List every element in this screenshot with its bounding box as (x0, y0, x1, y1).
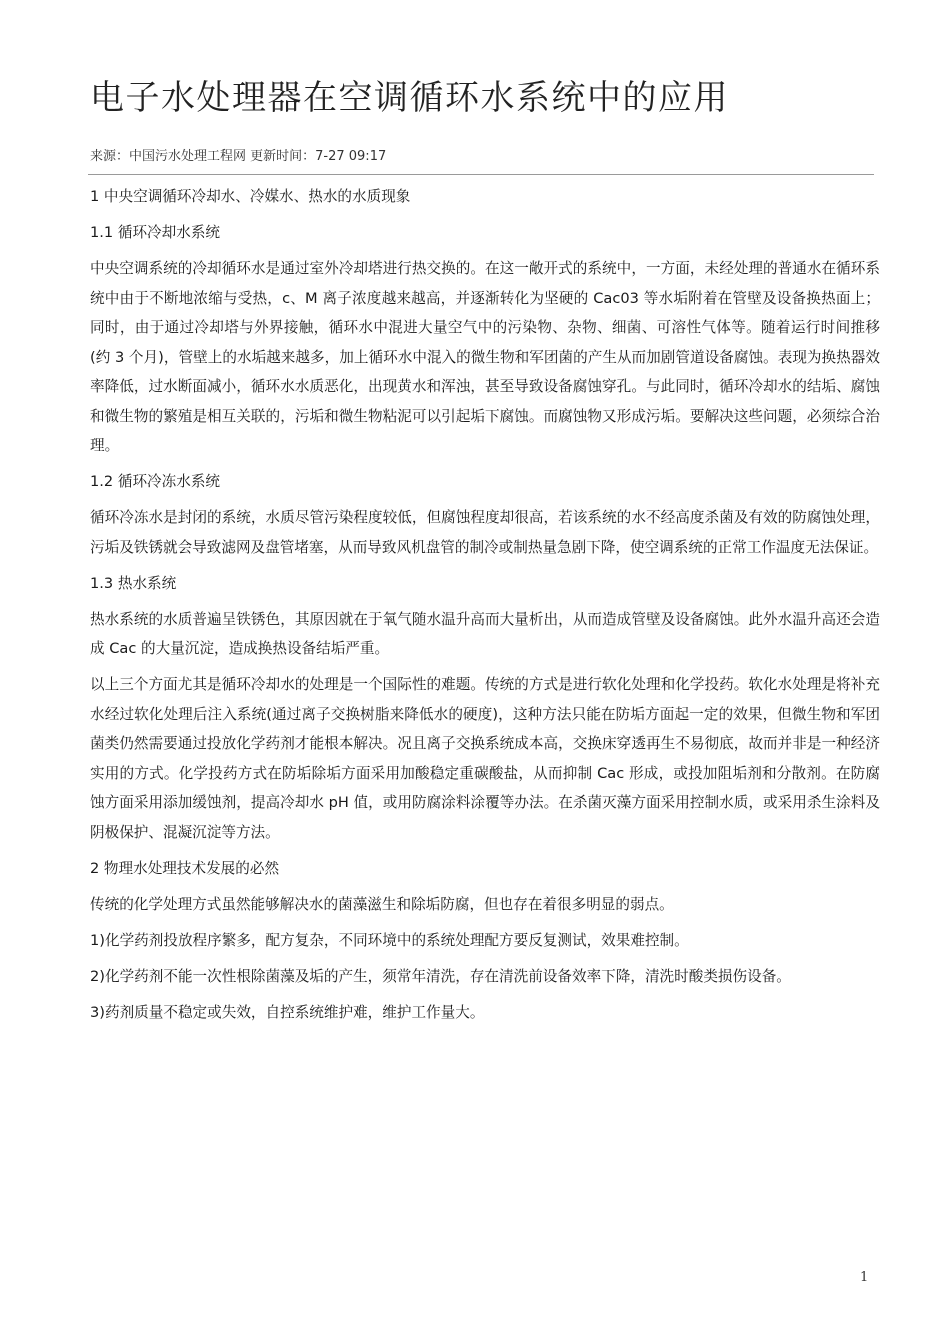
section-heading-2: 2 物理水处理技术发展的必然 (90, 859, 280, 877)
paragraph-cooling-water: 中央空调系统的冷却循环水是通过室外冷却塔进行热交换的。在这一敞开式的系统中，一方面，未经处理的普通水在循环系统中由于不断地浓缩与受热，c、M 离子浓度越来越高，并逐渐转化为坚硬的 Cac03 等水垢附着在管壁及设备换热面上；同时，由于通过冷却塔与外界接触，循环水中混进大量空气中的污染物、杂物、细菌、可溶性气体等。随着运行时间推移(约 3 个月)，管壁上的水垢越来越多，加上循环水中混入的微生物和军团菌的产生从而加剧管道设备腐蚀。表现为换热器效率降低，过水断面减小，循环水水质恶化，出现黄水和浑浊，甚至导致设备腐蚀穿孔。与此同时，循环冷却水的结垢、腐蚀和微生物的繁殖是相互关联的，污垢和微生物粘泥可以引起垢下腐蚀。而腐蚀物又形成污垢。要解决这些问题，必须综合治理。 (90, 260, 880, 454)
paragraph-hot-water: 热水系统的水质普遍呈铁锈色，其原因就在于氧气随水温升高而大量析出，从而造成管壁及设备腐蚀。此外水温升高还会造成 Cac 的大量沉淀，造成换热设备结垢严重。 (90, 610, 880, 657)
list-item-2: 2)化学药剂不能一次性根除菌藻及垢的产生，须常年清洗，存在清洗前设备效率下降，清洗时酸类损伤设备。 (90, 967, 791, 985)
section-heading-1: 1 中央空调循环冷却水、冷媒水、热水的水质现象 (90, 188, 411, 205)
list-item-1: 1)化学药剂投放程序繁多，配方复杂，不同环境中的系统处理配方要反复测试，效果难控制。 (90, 931, 689, 949)
paragraph-traditional-methods: 以上三个方面尤其是循环冷却水的处理是一个国际性的难题。传统的方式是进行软化处理和化学投药。软化水处理是将补充水经过软化处理后注入系统(通过离子交换树脂来降低水的硬度)，这种方法只能在防垢方面起一定的效果，但微生物和军团菌类仍然需要通过投放化学药剂才能根本解决。况且离子交换系统成本高，交换床穿透再生不易彻底，故而并非是一种经济实用的方式。化学投药方式在防垢除垢方面采用加酸稳定重碳酸盐，从而抑制 Cac 形成，或投加阻垢剂和分散剂。在防腐蚀方面采用添加缓蚀剂，提高冷却水 pH 值，或用防腐涂料涂覆等办法。在杀菌灭藻方面采用控制水质，或采用杀生涂料及阴极保护、混凝沉淀等方法。 (90, 676, 880, 841)
paragraph-weaknesses-intro: 传统的化学处理方式虽然能够解决水的菌藻滋生和除垢防腐，但也存在着很多明显的弱点。 (90, 895, 674, 913)
section-heading-1-2: 1.2 循环冷冻水系统 (90, 473, 221, 490)
source-and-update-time: 来源：中国污水处理工程网 更新时间：7-27 09:17 (90, 149, 387, 164)
list-item-3: 3)药剂质量不稳定或失效，自控系统维护难，维护工作量大。 (90, 1003, 485, 1021)
section-heading-1-3: 1.3 热水系统 (90, 574, 177, 592)
section-heading-1-1: 1.1 循环冷却水系统 (90, 224, 221, 241)
paragraph-chilled-water: 循环冷冻水是封闭的系统，水质尽管污染程度较低，但腐蚀程度却很高，若该系统的水不经高度杀菌及有效的防腐蚀处理，污垢及铁锈就会导致滤网及盘管堵塞，从而导致风机盘管的制冷或制热量急剧下降，使空调系统的正常工作温度无法保证。 (90, 509, 880, 556)
document-title: 电子水处理器在空调循环水系统中的应用 (90, 78, 729, 118)
document-body (90, 182, 880, 1034)
page-number: 1 (860, 1270, 869, 1285)
header-divider (88, 174, 874, 175)
